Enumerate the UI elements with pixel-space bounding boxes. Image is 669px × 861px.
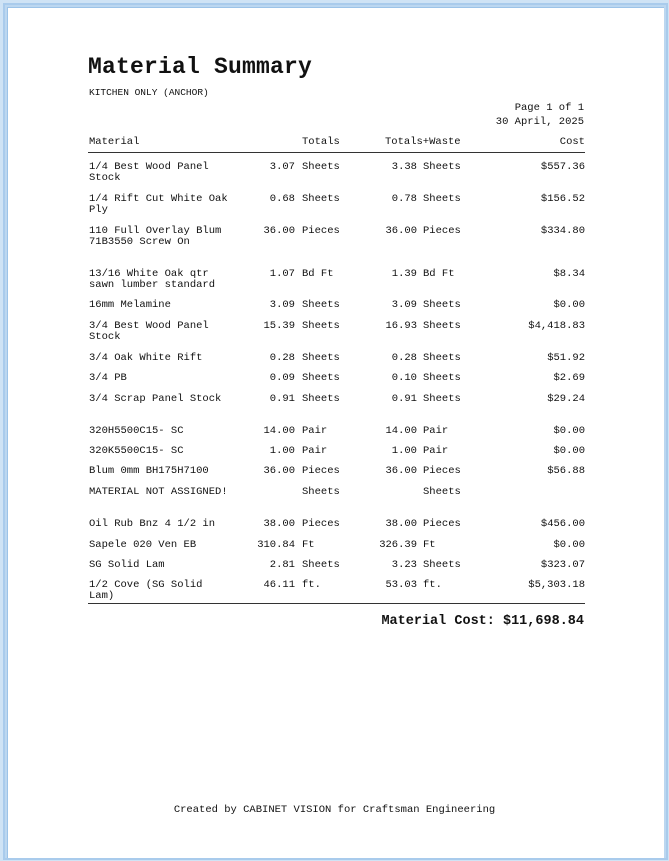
material-name: 3/4 Oak White Rift (89, 352, 203, 364)
total-waste-unit: Pair (423, 425, 449, 437)
total-waste-unit: ft. (423, 579, 442, 591)
total-waste-unit: Sheets (423, 320, 461, 332)
table-header (89, 136, 585, 148)
total-value: 2.81 (269, 559, 295, 571)
total-waste-value: 38.00 (385, 518, 417, 530)
total-waste-value: 0.10 (391, 372, 417, 384)
total-waste-value: 0.28 (391, 352, 417, 364)
header-rule (88, 152, 585, 153)
cost-value: $0.00 (553, 425, 585, 437)
total-waste-unit: Sheets (423, 299, 461, 311)
total-waste-value: 1.00 (391, 445, 417, 457)
material-cost-value: $11,698.84 (502, 614, 584, 629)
total-waste-unit: Sheets (423, 161, 461, 173)
material-name: 320K5500C15- SC (89, 445, 184, 457)
material-name: 1/4 Best Wood Panel Stock (89, 161, 209, 184)
cost-value: $156.52 (540, 193, 585, 205)
total-value: 1.07 (269, 268, 295, 280)
material-name: SG Solid Lam (89, 559, 165, 571)
report-footer: Created by CABINET VISION for Craftsman Engineering (173, 804, 496, 816)
cost-value: $456.00 (540, 518, 585, 530)
total-waste-value: 36.00 (385, 465, 417, 477)
cost-value: $557.36 (540, 161, 585, 173)
table-row (89, 162, 585, 183)
total-waste-value: 326.39 (379, 539, 417, 551)
column-cost: Cost (559, 136, 585, 148)
total-waste-value: 1.39 (391, 268, 417, 280)
table-row (89, 353, 585, 364)
table-row (89, 560, 585, 571)
total-unit: Bd Ft (302, 268, 334, 280)
total-waste-value: 16.93 (385, 320, 417, 332)
material-cost-label: Material Cost: (381, 614, 495, 629)
cost-value: $2.69 (553, 372, 585, 384)
total-waste-value: 53.03 (385, 579, 417, 591)
cost-value: $0.00 (553, 539, 585, 551)
material-cost-total (381, 614, 584, 629)
material-name: 13/16 White Oak qtr sawn lumber standard (89, 268, 216, 291)
cost-value: $56.88 (547, 465, 585, 477)
total-value: 38.00 (263, 518, 295, 530)
total-value: 3.09 (269, 299, 295, 311)
total-value: 1.00 (269, 445, 295, 457)
total-unit: Sheets (302, 299, 340, 311)
total-value: 46.11 (263, 579, 295, 591)
total-value: 15.39 (263, 320, 295, 332)
total-waste-unit: Sheets (423, 372, 461, 384)
table-bottom-rule (88, 603, 585, 604)
total-waste-unit: Pieces (423, 518, 461, 530)
table-row (89, 580, 585, 601)
total-waste-unit: Sheets (423, 486, 461, 498)
total-value: 36.00 (263, 225, 295, 237)
material-name: 3/4 PB (89, 372, 127, 384)
total-waste-unit: Sheets (423, 193, 461, 205)
table-row (89, 321, 585, 342)
total-value: 0.68 (269, 193, 295, 205)
cost-value: $29.24 (547, 393, 585, 405)
total-value: 36.00 (263, 465, 295, 477)
material-name: MATERIAL NOT ASSIGNED! (89, 486, 228, 498)
total-waste-unit: Pair (423, 445, 449, 457)
total-waste-value: 0.91 (391, 393, 417, 405)
report-title: Material Summary (88, 54, 313, 80)
total-unit: Pair (302, 425, 328, 437)
table-row (89, 519, 585, 530)
total-waste-unit: Sheets (423, 559, 461, 571)
table-row (89, 269, 585, 290)
material-name: Oil Rub Bnz 4 1/2 in (89, 518, 216, 530)
cost-value: $51.92 (547, 352, 585, 364)
total-value: 3.07 (269, 161, 295, 173)
material-name: 1/4 Rift Cut White Oak Ply (89, 193, 228, 216)
cost-value: $0.00 (553, 299, 585, 311)
total-waste-value: 3.23 (391, 559, 417, 571)
column-totals: Totals (302, 136, 340, 148)
material-name: 16mm Melamine (89, 299, 171, 311)
total-waste-unit: Bd Ft (423, 268, 455, 280)
material-name: 110 Full Overlay Blum 71B3550 Screw On (89, 225, 222, 248)
cost-value: $334.80 (540, 225, 585, 237)
total-unit: Sheets (302, 393, 340, 405)
cost-value: $323.07 (540, 559, 585, 571)
total-waste-unit: Sheets (423, 393, 461, 405)
total-unit: Sheets (302, 559, 340, 571)
table-row (89, 226, 585, 258)
column-material: Material (89, 136, 140, 148)
total-unit: Pieces (302, 518, 340, 530)
total-unit: Sheets (302, 320, 340, 332)
total-unit: Pieces (302, 225, 340, 237)
table-row (89, 300, 585, 311)
total-value: 0.28 (269, 352, 295, 364)
report-subtitle: KITCHEN ONLY (ANCHOR) (89, 87, 209, 98)
material-name: 3/4 Scrap Panel Stock (89, 393, 222, 405)
material-name: 1/2 Cove (SG Solid Lam) (89, 579, 203, 602)
total-waste-value: 0.78 (391, 193, 417, 205)
total-waste-unit: Ft (423, 539, 436, 551)
page-number: Page 1 of 1 (514, 102, 584, 114)
cost-value: $4,418.83 (528, 320, 585, 332)
total-waste-value: 14.00 (385, 425, 417, 437)
total-value: 0.09 (269, 372, 295, 384)
table-row (89, 426, 585, 437)
total-value: 14.00 (263, 425, 295, 437)
total-unit: ft. (302, 579, 321, 591)
cost-value: $0.00 (553, 445, 585, 457)
report-date: 30 April, 2025 (495, 116, 584, 128)
total-unit: Sheets (302, 193, 340, 205)
table-row (89, 487, 585, 508)
total-waste-unit: Pieces (423, 225, 461, 237)
material-name: 320H5500C15- SC (89, 425, 184, 437)
material-name: Sapele 020 Ven EB (89, 539, 197, 551)
total-unit: Sheets (302, 161, 340, 173)
table-row (89, 540, 585, 551)
total-unit: Sheets (302, 486, 340, 498)
total-waste-value: 3.38 (391, 161, 417, 173)
total-unit: Pair (302, 445, 328, 457)
table-row (89, 394, 585, 415)
total-waste-unit: Sheets (423, 352, 461, 364)
total-unit: Sheets (302, 372, 340, 384)
total-waste-unit: Pieces (423, 465, 461, 477)
table-row (89, 446, 585, 457)
table-row (89, 373, 585, 384)
table-row (89, 466, 585, 477)
page-info (496, 101, 584, 129)
total-unit: Sheets (302, 352, 340, 364)
total-waste-value: 36.00 (385, 225, 417, 237)
cost-value: $8.34 (553, 268, 585, 280)
total-value: 310.84 (257, 539, 295, 551)
table-row (89, 194, 585, 215)
cost-value: $5,303.18 (528, 579, 585, 591)
total-unit: Pieces (302, 465, 340, 477)
total-waste-value: 3.09 (391, 299, 417, 311)
material-name: 3/4 Best Wood Panel Stock (89, 320, 209, 343)
column-totals-waste: Totals+Waste (385, 136, 461, 148)
total-value: 0.91 (269, 393, 295, 405)
material-name: Blum 0mm BH175H7100 (89, 465, 209, 477)
total-unit: Ft (302, 539, 315, 551)
